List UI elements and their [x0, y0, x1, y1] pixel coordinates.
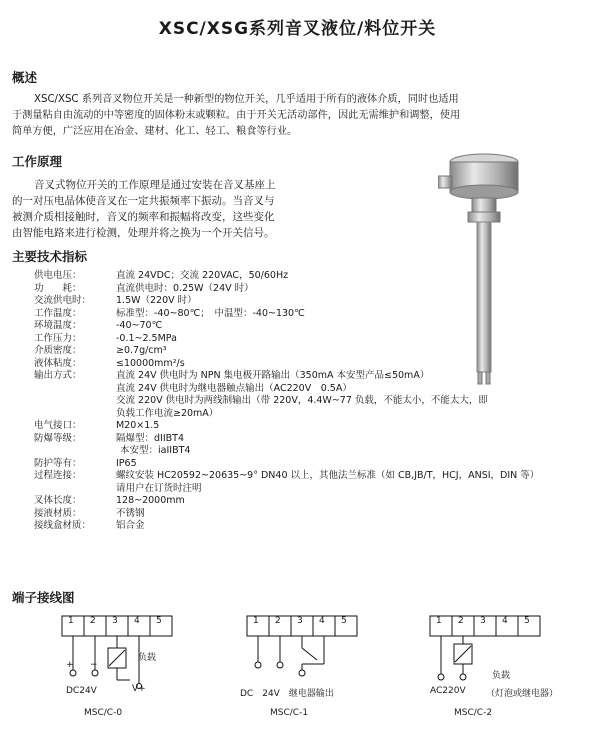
terminal-label: 4 — [502, 616, 508, 626]
spec-value: -0.1~2.5MPa — [116, 332, 177, 344]
terminal-label: 2 — [90, 616, 96, 626]
terminal-label: 4 — [134, 616, 140, 626]
spec-value: 请用户在订货时注明 — [116, 482, 202, 494]
principle-text — [12, 177, 276, 241]
plus-label: + — [66, 660, 74, 670]
spec-value: M20×1.5 — [116, 420, 160, 431]
supply-label: DC 24V 继电器输出 — [240, 689, 334, 699]
spec-label: 工作温度： — [34, 307, 82, 319]
terminal-label: 3 — [297, 616, 303, 626]
diagram-caption: MSC/C-1 — [270, 708, 309, 718]
spec-label: 叉体长度： — [34, 495, 82, 506]
spec-label: 接液材质： — [34, 507, 82, 519]
spec-label: 介质密度： — [34, 345, 82, 356]
spec-row — [34, 433, 590, 458]
terminal-label: 3 — [480, 616, 486, 626]
overview-line: 于测量粘自由流动的中等密度的固体粉末或颗粒。由于开关无活动部件，因此无需维护和调整，使用 — [12, 110, 461, 121]
spec-label: 接线盒材质： — [34, 520, 92, 531]
wiring-diagram-msc-c-1 — [245, 614, 365, 694]
spec-row — [34, 295, 590, 308]
spec-label: 工作压力： — [34, 332, 82, 344]
vplus-label: V+ — [132, 684, 146, 694]
spec-value: 隔爆型：dIIBT4 — [116, 432, 184, 444]
spec-row — [34, 270, 590, 283]
spec-label: 交流供电时： — [34, 295, 92, 306]
supply-label: DC24V — [66, 686, 97, 696]
spec-value: 128~2000mm — [116, 495, 185, 506]
spec-row — [34, 370, 590, 420]
spec-row — [34, 283, 590, 296]
spec-value: 1.5W（220V 时） — [116, 295, 197, 306]
spec-row — [34, 320, 590, 333]
spec-row — [34, 458, 590, 471]
spec-value: 直流供电时：0.25W（24V 时） — [116, 282, 254, 294]
spec-label: 电气接口： — [34, 420, 82, 431]
load-label: 负载 — [138, 653, 157, 663]
diagram-caption: MSC/C-0 — [84, 708, 123, 718]
spec-value: 螺纹安装 HC20592~20635~9° DN40 以上，其他法兰标准（如 CB,JB/T，HCJ，ANSI，DIN 等） — [116, 470, 540, 481]
terminal-label: 5 — [341, 616, 347, 626]
terminal-label: 2 — [458, 616, 464, 626]
spec-row — [34, 308, 590, 321]
principle-line: 音叉式物位开关的工作原理是通过安装在音叉基座上 — [34, 179, 276, 191]
terminal-label: 4 — [319, 616, 325, 626]
wiring-diagram-msc-c-2 — [428, 614, 548, 694]
load-label: 负载 — [492, 671, 511, 681]
spec-row — [34, 420, 590, 433]
spec-label: 液体粘度： — [34, 357, 82, 369]
terminal-label: 1 — [253, 616, 259, 626]
spec-value: 直流 24VDC；交流 220VAC，50/60Hz — [116, 270, 289, 281]
terminal-label: 1 — [68, 616, 74, 626]
supply-label: AC220V — [430, 686, 466, 696]
spec-label: 防爆等级： — [34, 432, 82, 444]
spec-label: 供电电压： — [34, 270, 82, 281]
terminal-label: 5 — [156, 616, 162, 626]
spec-row — [34, 358, 590, 371]
spec-label: 过程连接： — [34, 470, 82, 481]
load-note: （灯泡或继电器） — [486, 689, 559, 699]
principle-line: 的一对压电晶体使音叉在一定共振频率下振动。当音叉与 — [12, 195, 275, 207]
overview-line: XSC/XSC 系列音叉物位开关是一种新型的物位开关，几乎适用于所有的液体介质，同时也适用 — [34, 94, 459, 105]
page-title: XSC/XSG系列音叉液位/料位开关 — [158, 19, 437, 39]
wiring-heading: 端子接线图 — [12, 590, 75, 605]
overview-line: 简单方便，广泛应用在冶金、建材、化工、轻工、粮食等行业。 — [12, 126, 298, 137]
spec-value: IP65 — [116, 457, 137, 469]
terminal-label: 2 — [275, 616, 281, 626]
specs-heading: 主要技术指标 — [12, 249, 88, 264]
spec-value: 标准型：-40~80℃； 中温型：-40~130℃ — [116, 307, 305, 319]
spec-row — [34, 495, 590, 508]
minus-label: − — [90, 660, 98, 670]
spec-label: 环境温度： — [34, 320, 82, 331]
spec-value: 直流 24V 供电时为 NPN 集电极开路输出（350mA 本安型产品≤50mA） — [116, 370, 430, 381]
spec-value: 铝合金 — [116, 520, 145, 531]
spec-value: 本安型：iaIIBT4 — [120, 445, 191, 456]
spec-value: ≥0.7g/cm³ — [116, 345, 167, 356]
spec-value: -40~70℃ — [116, 320, 163, 331]
spec-value: 直流 24V 供电时为继电器触点输出（AC220V 0.5A） — [116, 382, 352, 394]
spec-value: ≤10000mm²/s — [116, 357, 185, 369]
principle-line: 由智能电路来进行检测，处理并将之换为一个开关信号。 — [12, 227, 275, 239]
spec-row — [34, 333, 590, 346]
overview-heading: 概述 — [12, 70, 38, 85]
terminal-label: 5 — [524, 616, 530, 626]
spec-row — [34, 470, 590, 495]
principle-line: 被测介质相接触时，音叉的频率和振幅将改变，这些变化 — [12, 211, 275, 223]
terminal-label: 1 — [436, 616, 442, 626]
spec-row — [34, 520, 590, 533]
overview-text — [12, 92, 460, 140]
spec-label: 防护等有： — [34, 457, 82, 469]
spec-value: 不锈钢 — [116, 507, 145, 519]
spec-label: 功 耗： — [34, 282, 82, 294]
spec-table — [34, 270, 590, 533]
spec-value: 负载工作电流≥20mA） — [116, 407, 219, 419]
terminal-label: 3 — [112, 616, 118, 626]
spec-row — [34, 508, 590, 521]
diagram-caption: MSC/C-2 — [454, 708, 493, 718]
spec-label: 输出方式： — [34, 370, 82, 381]
spec-row — [34, 345, 590, 358]
principle-heading: 工作原理 — [12, 154, 63, 169]
spec-value: 交流 220V 供电时为两线制输出（带 220V，4.4W~77 负载，不能太小，不能太大，即 — [116, 395, 488, 406]
